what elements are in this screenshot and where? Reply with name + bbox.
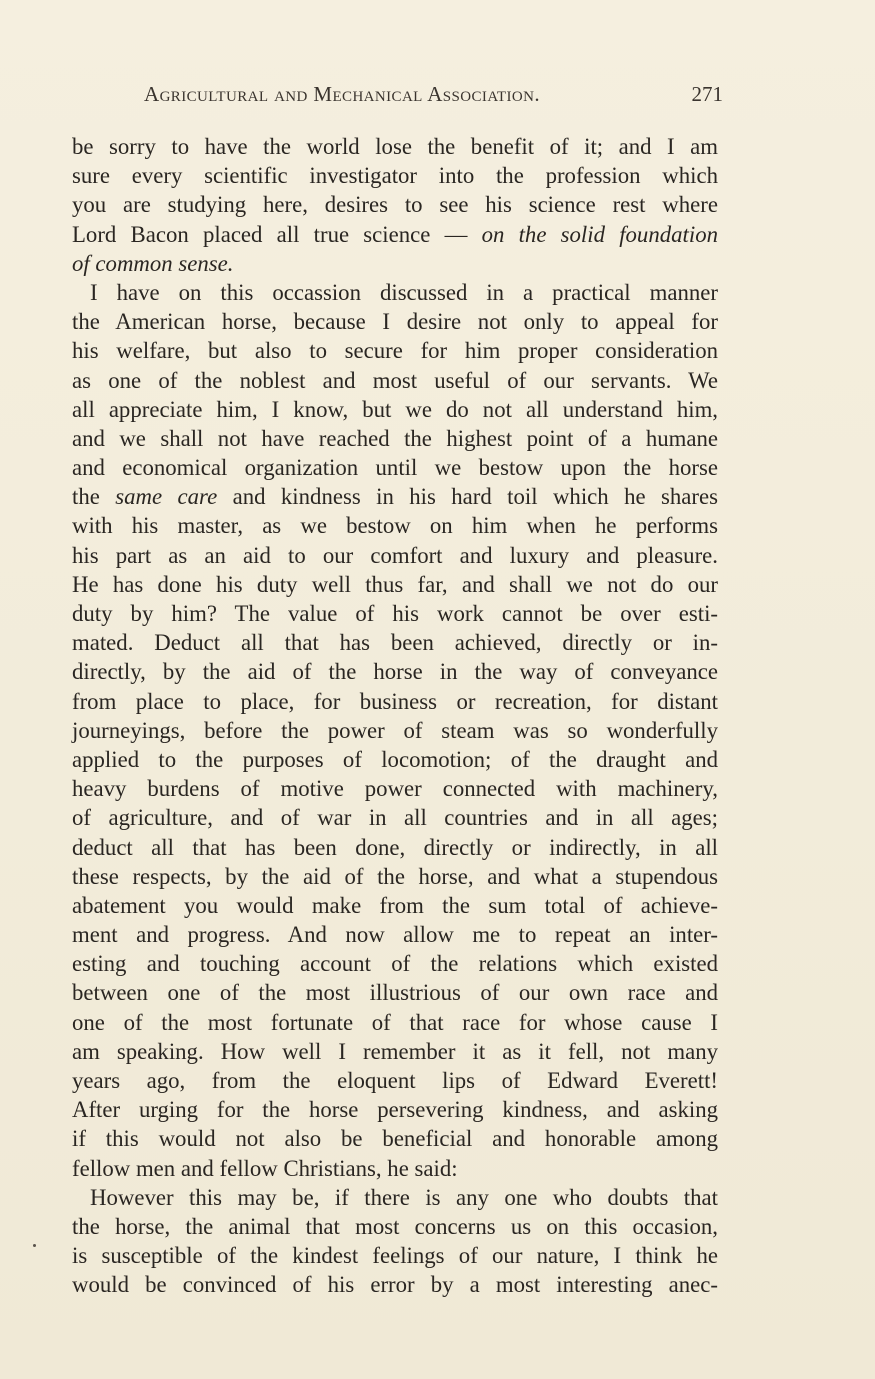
text-line: his part as an aid to our comfort and luxury and pleasure. [72, 542, 718, 568]
text-line: all appreciate him, I know, but we do not all understand him, [72, 396, 718, 422]
body-text [72, 132, 718, 1300]
paragraph-2 [72, 278, 718, 1183]
text-line: the horse, the animal that most concerns us on this occasion, [72, 1213, 718, 1239]
italic-phrase: of common sense. [72, 250, 234, 276]
text-line: am speaking. How well I remember it as it fell, not many [72, 1038, 718, 1064]
text-line: esting and touching account of the relations which existed [72, 951, 718, 977]
text-line: would be convinced of his error by a most interesting anec- [72, 1272, 718, 1298]
text-line: After urging for the horse persevering kindness, and asking [72, 1097, 718, 1123]
text-line: deduct all that has been done, directly or indirectly, in all [72, 834, 718, 860]
text-line: However this may be, if there is any one who doubts that [90, 1184, 718, 1210]
text-line: and we shall not have reached the highest point of a humane [72, 425, 718, 451]
paragraph-1 [72, 132, 718, 278]
text-line: duty by him? The value of his work cannot be over esti- [72, 601, 718, 626]
paragraph-3 [72, 1183, 718, 1300]
page-number: 271 [691, 82, 723, 106]
italic-phrase: same care [115, 484, 218, 510]
text-line: abatement you would make from the sum total of achieve- [72, 892, 718, 918]
text-line: heavy burdens of motive power connected with machinery, [72, 776, 718, 802]
text-line: I have on this occassion discussed in a practical manner [90, 279, 718, 305]
text-line: years ago, from the eloquent lips of Edward Everett! [72, 1068, 718, 1093]
text-line: applied to the purposes of locomotion; of the draught and [72, 746, 718, 772]
text-line: sure every scientific investigator into the profession which [72, 163, 718, 189]
text-line: journeyings, before the power of steam was so wonderfully [72, 717, 718, 743]
italic-phrase: on the solid foundation [481, 221, 718, 247]
text-line: as one of the noblest and most useful of our servants. We [72, 367, 718, 393]
text-line: be sorry to have the world lose the benefit of it; and I am [72, 134, 718, 159]
text-line [72, 220, 718, 249]
text-line [72, 482, 718, 511]
text-line: one of the most fortunate of that race for whose cause I [72, 1009, 718, 1035]
text-line: He has done his duty well thus far, and shall we not do our [72, 571, 718, 597]
text-line: fellow men and fellow Christians, he said: [72, 1155, 458, 1181]
text-line: these respects, by the aid of the horse, and what a stupendous [72, 863, 718, 889]
text-run: the [72, 484, 116, 510]
text-line: if this would not also be beneficial and honorable among [72, 1126, 718, 1152]
text-line: of agriculture, and of war in all countries and in all ages; [72, 805, 718, 831]
text-run: and kindness in his hard toil which he shares [217, 484, 718, 510]
text-line: his welfare, but also to secure for him proper consideration [72, 338, 718, 364]
text-line: is susceptible of the kindest feelings of our nature, I think he [72, 1243, 718, 1269]
text-line: between one of the most illustrious of our own race and [72, 980, 718, 1006]
page-header [140, 82, 723, 114]
text-run: Lord Bacon placed all true science — [72, 221, 482, 247]
text-line [72, 249, 718, 278]
text-line: and economical organization until we bestow upon the horse [72, 455, 718, 481]
ink-speck [33, 1244, 36, 1247]
text-line: you are studying here, desires to see his science rest where [72, 192, 718, 218]
text-line: with his master, as we bestow on him when he performs [72, 513, 718, 539]
text-line: mated. Deduct all that has been achieved, directly or in- [72, 630, 718, 656]
running-head: Agricultural and Mechanical Association. [144, 82, 540, 106]
text-line: directly, by the aid of the horse in the way of conveyance [72, 659, 718, 685]
text-line: ment and progress. And now allow me to repeat an inter- [72, 922, 718, 948]
text-line: the American horse, because I desire not only to appeal for [72, 309, 718, 335]
text-line: from place to place, for business or recreation, for distant [72, 688, 718, 714]
